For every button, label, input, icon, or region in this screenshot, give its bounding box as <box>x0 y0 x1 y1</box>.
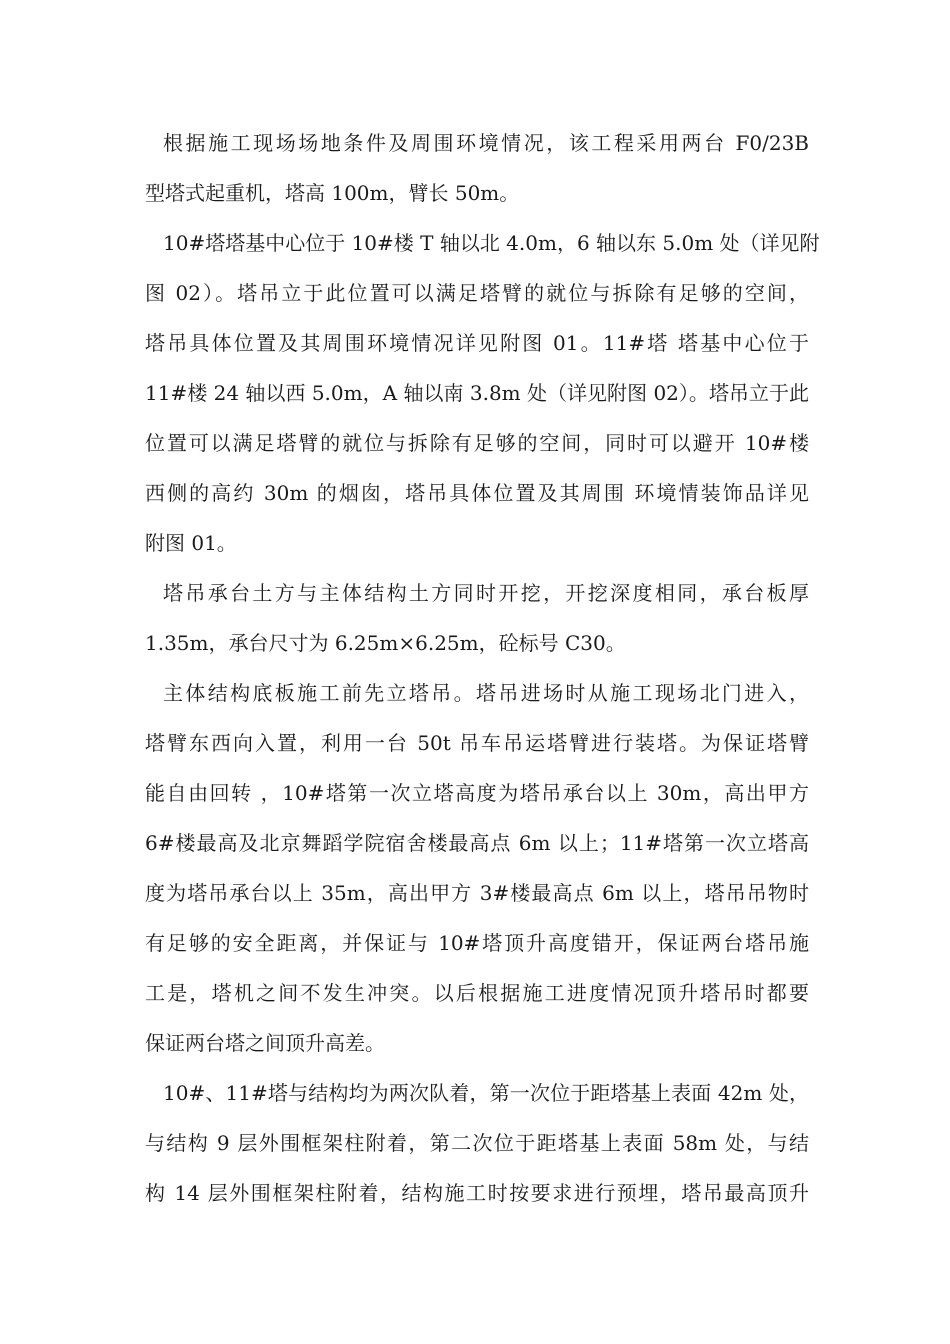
text-line: 附图 01。 <box>145 531 237 555</box>
text-line: 图 02）。塔吊立于此位置可以满足塔臂的就位与拆除有足够的空间， <box>145 281 809 305</box>
text-line: 度为塔吊承台以上 35m，高出甲方 3#楼最高点 6m 以上，塔吊吊物时 <box>145 881 809 905</box>
text-line: 主体结构底板施工前先立塔吊。塔吊进场时从施工现场北门进入， <box>163 681 809 705</box>
text-line: 工是，塔机之间不发生冲突。以后根据施工进度情况顶升塔吊时都要 <box>145 981 809 1005</box>
paragraph-tower-attachment <box>145 1068 809 1218</box>
text-line: 根据施工现场场地条件及周围环境情况，该工程采用两台 F0/23B <box>163 131 809 155</box>
paragraph-tower-crane-selection <box>145 118 809 218</box>
text-line: 10#、11#塔与结构均为两次队着，第一次位于距塔基上表面 42m 处， <box>163 1081 809 1105</box>
text-line: 能自由回转 ，10#塔第一次立塔高度为塔吊承台以上 30m，高出甲方 <box>145 781 809 805</box>
text-line: 1.35m，承台尺寸为 6.25m×6.25m，砼标号 C30。 <box>145 631 626 655</box>
text-line: 塔吊具体位置及其周围环境情况详见附图 01。11#塔 塔基中心位于 <box>145 331 809 355</box>
text-line: 6#楼最高及北京舞蹈学院宿舍楼最高点 6m 以上；11#塔第一次立塔高 <box>145 831 809 855</box>
document-body <box>145 118 820 1218</box>
paragraph-foundation-excavation <box>145 568 809 668</box>
text-line: 西侧的高约 30m 的烟囱，塔吊具体位置及其周围 环境情装饰品详见 <box>145 481 809 505</box>
text-line: 塔臂东西向入置，利用一台 50t 吊车吊运塔臂进行装塔。为保证塔臂 <box>145 731 809 755</box>
text-line: 型塔式起重机，塔高 100m，臂长 50m。 <box>145 181 520 205</box>
text-line: 与结构 9 层外围框架柱附着，第二次位于距塔基上表面 58m 处，与结 <box>145 1131 809 1155</box>
text-line: 位置可以满足塔臂的就位与拆除有足够的空间，同时可以避开 10#楼 <box>145 431 809 455</box>
text-line: 保证两台塔之间顶升高差。 <box>145 1031 385 1055</box>
text-line: 11#楼 24 轴以西 5.0m，A 轴以南 3.8m 处（详见附图 02）。塔吊立于此 <box>145 381 809 405</box>
text-line: 10#塔塔基中心位于 10#楼 T 轴以北 4.0m，6 轴以东 5.0m 处（详见附 <box>163 231 820 255</box>
paragraph-crane-erection <box>145 668 809 1068</box>
text-line: 构 14 层外围框架柱附着，结构施工时按要求进行预埋，塔吊最高顶升 <box>145 1181 809 1205</box>
text-line: 塔吊承台土方与主体结构土方同时开挖，开挖深度相同，承台板厚 <box>163 581 809 605</box>
paragraph-tower-crane-location <box>145 218 820 568</box>
text-line: 有足够的安全距离，并保证与 10#塔顶升高度错开，保证两台塔吊施 <box>145 931 809 955</box>
